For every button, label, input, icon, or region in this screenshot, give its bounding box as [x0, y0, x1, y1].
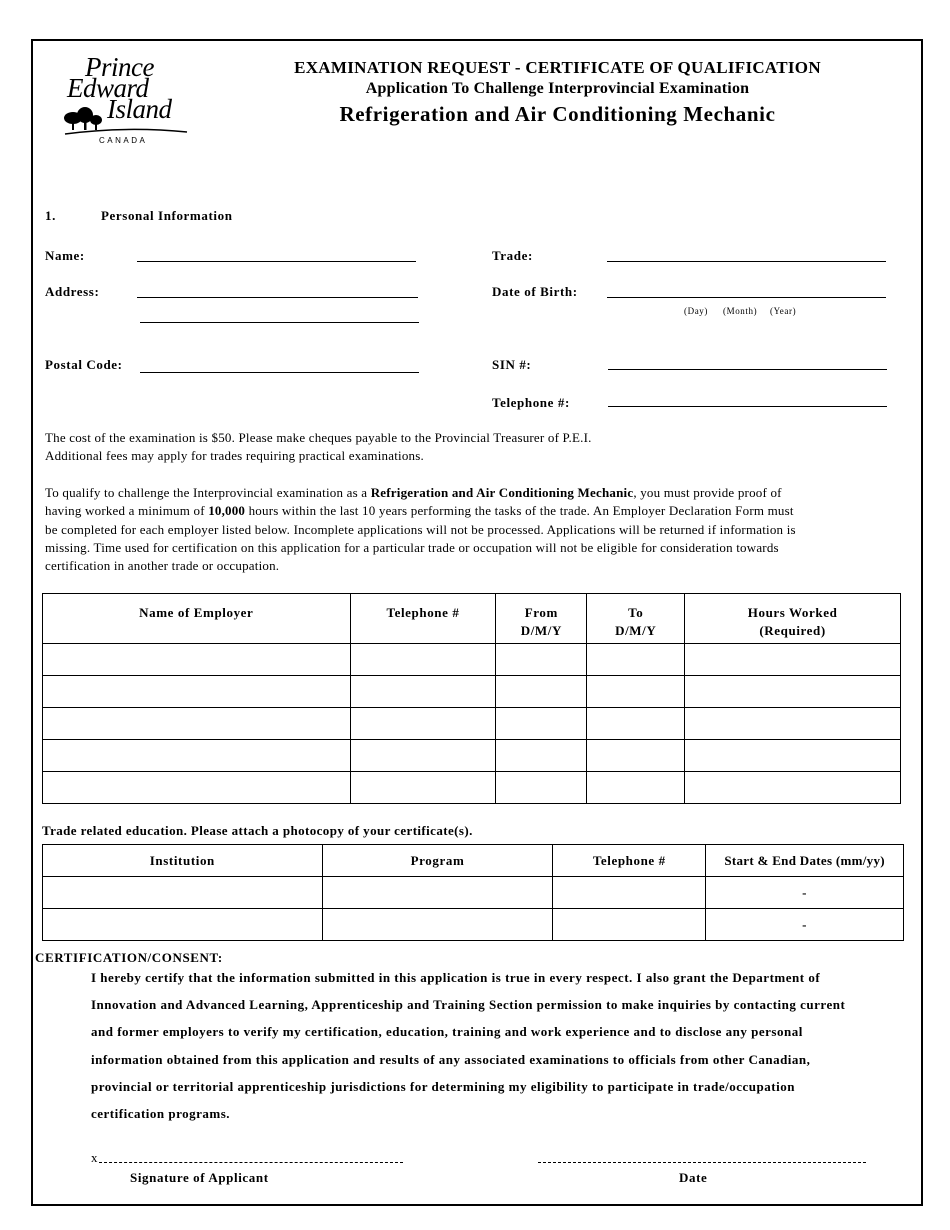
telephone-field[interactable]: [608, 406, 887, 407]
employer-name-cell[interactable]: [43, 740, 351, 772]
program-cell[interactable]: [322, 909, 553, 941]
employer-hours-cell[interactable]: [685, 708, 901, 740]
employer-from-cell[interactable]: [496, 740, 587, 772]
trade-title: Refrigeration and Air Conditioning Mechanic: [339, 102, 776, 126]
employer-telephone-cell[interactable]: [350, 644, 496, 676]
employer-col-name: Name of Employer: [43, 594, 351, 644]
cert-line-2: Innovation and Advanced Learning, Apprenticeship and Training Section permission to make inquiries by contacting current: [91, 997, 846, 1013]
employer-hours-cell[interactable]: [685, 772, 901, 804]
postal-code-field[interactable]: [140, 372, 419, 373]
postal-code-label: Postal Code:: [45, 357, 123, 372]
program-cell[interactable]: [322, 877, 553, 909]
employer-hours-cell[interactable]: [685, 644, 901, 676]
education-header-row: [43, 845, 904, 877]
institution-cell[interactable]: [43, 877, 323, 909]
logo-canada: CANADA: [99, 136, 148, 145]
certification-heading: CERTIFICATION/CONSENT:: [35, 950, 223, 965]
education-col-telephone: Telephone #: [553, 845, 706, 877]
trade-field[interactable]: [607, 261, 886, 262]
cert-line-3: and former employers to verify my certification, education, training and work experience and to disclose any personal: [91, 1024, 803, 1040]
signature-field[interactable]: [99, 1162, 403, 1163]
employer-row: [43, 644, 901, 676]
education-row: [43, 877, 904, 909]
employer-hours-cell[interactable]: [685, 676, 901, 708]
employer-col-telephone: Telephone #: [350, 594, 496, 644]
qualify-line-2: having worked a minimum of 10,000 hours within the last 10 years performing the tasks of the trade. An Employer Declaration Form must: [45, 503, 794, 519]
telephone-label: Telephone #:: [492, 395, 570, 410]
education-col-program: Program: [322, 845, 553, 877]
name-field[interactable]: [137, 261, 416, 262]
dob-label: Date of Birth:: [492, 284, 578, 299]
dates-cell[interactable]: -: [706, 909, 904, 941]
employer-row: [43, 708, 901, 740]
employer-hours-cell[interactable]: [685, 740, 901, 772]
employer-table: [42, 593, 901, 804]
dates-cell[interactable]: -: [706, 877, 904, 909]
employer-name-cell[interactable]: [43, 676, 351, 708]
qualify-trade-name: Refrigeration and Air Conditioning Mechanic: [370, 485, 634, 500]
employer-telephone-cell[interactable]: [350, 676, 496, 708]
logo-edward: Edward: [67, 73, 149, 103]
sin-field[interactable]: [608, 369, 887, 370]
employer-to-cell[interactable]: [587, 772, 685, 804]
sin-label: SIN #:: [492, 357, 532, 372]
logo-island: Island: [107, 94, 172, 124]
logo-prince: Prince: [85, 52, 154, 82]
qualify-line-3: be completed for each employer listed below. Incomplete applications will not be processed. Applications will be returned if information is: [45, 521, 796, 537]
certification-text: [91, 964, 936, 1127]
employer-to-cell[interactable]: [587, 644, 685, 676]
cert-line-5: provincial or territorial apprenticeship jurisdictions for determining my eligibility to participate in trade/occupation: [91, 1078, 795, 1094]
signature-x-mark: x: [91, 1150, 98, 1165]
qualify-hours: 10,000: [208, 503, 246, 519]
cert-line-6: certification programs.: [91, 1106, 231, 1122]
employer-row: [43, 676, 901, 708]
form-title: EXAMINATION REQUEST - CERTIFICATE OF QUALIFICATION: [294, 58, 821, 77]
address-field-1[interactable]: [137, 297, 418, 298]
education-col-dates: Start & End Dates (mm/yy): [706, 845, 904, 877]
employer-telephone-cell[interactable]: [350, 772, 496, 804]
employer-from-cell[interactable]: [496, 772, 587, 804]
employer-to-cell[interactable]: [587, 740, 685, 772]
cert-line-4: information obtained from this application and results of any associated examinations to officials from other Canadian,: [91, 1051, 811, 1067]
date-field[interactable]: [538, 1162, 866, 1163]
employer-col-to: To D/M/Y: [587, 594, 685, 644]
dob-day-hint: (Day): [684, 306, 708, 316]
name-label: Name:: [45, 248, 85, 263]
education-row: [43, 909, 904, 941]
employer-row: [43, 772, 901, 804]
employer-col-from: From D/M/Y: [496, 594, 587, 644]
edu-telephone-cell[interactable]: [553, 877, 706, 909]
fees-line-1: The cost of the examination is $50. Please make cheques payable to the Provincial Treasurer of P.E.I.: [45, 430, 592, 445]
employer-from-cell[interactable]: [496, 676, 587, 708]
employer-name-cell[interactable]: [43, 772, 351, 804]
employer-row: [43, 740, 901, 772]
employer-name-cell[interactable]: [43, 708, 351, 740]
dob-field[interactable]: [607, 297, 886, 298]
education-col-institution: Institution: [43, 845, 323, 877]
trade-label: Trade:: [492, 248, 533, 263]
employer-from-cell[interactable]: [496, 644, 587, 676]
employer-to-cell[interactable]: [587, 708, 685, 740]
address-label: Address:: [45, 284, 100, 299]
education-heading: Trade related education. Please attach a photocopy of your certificate(s).: [42, 823, 473, 838]
employer-to-cell[interactable]: [587, 676, 685, 708]
form-subtitle: Application To Challenge Interprovincial Examination: [365, 80, 750, 97]
employer-telephone-cell[interactable]: [350, 708, 496, 740]
employer-name-cell[interactable]: [43, 644, 351, 676]
fees-paragraph: [45, 429, 925, 466]
date-label: Date: [679, 1170, 708, 1185]
fees-line-2: Additional fees may apply for trades requiring practical examinations.: [45, 448, 424, 464]
dob-month-hint: (Month): [723, 306, 758, 316]
employer-from-cell[interactable]: [496, 708, 587, 740]
section-number: 1.: [45, 208, 56, 223]
signature-label: Signature of Applicant: [130, 1170, 269, 1185]
qualify-line-5: certification in another trade or occupation.: [45, 558, 280, 574]
qualify-line-1: To qualify to challenge the Interprovincial examination as a Refrigeration and Air Conditioning Mechanic, you must provide proof of: [45, 485, 782, 500]
employer-col-hours: Hours Worked (Required): [685, 594, 901, 644]
section-heading: Personal Information: [101, 208, 233, 223]
education-table: [42, 844, 904, 941]
pei-logo: [55, 52, 195, 147]
qualify-paragraph: [45, 484, 930, 575]
employer-header-row: [43, 594, 901, 644]
edu-telephone-cell[interactable]: [553, 909, 706, 941]
institution-cell[interactable]: [43, 909, 323, 941]
dob-year-hint: (Year): [770, 306, 797, 316]
address-field-2[interactable]: [140, 322, 419, 323]
employer-telephone-cell[interactable]: [350, 740, 496, 772]
cert-line-1: I hereby certify that the information submitted in this application is true in every respect. I also grant the Department of: [91, 970, 821, 985]
qualify-line-4: missing. Time used for certification on this application for a particular trade or occupation will not be eligible for consideration towards: [45, 539, 779, 555]
